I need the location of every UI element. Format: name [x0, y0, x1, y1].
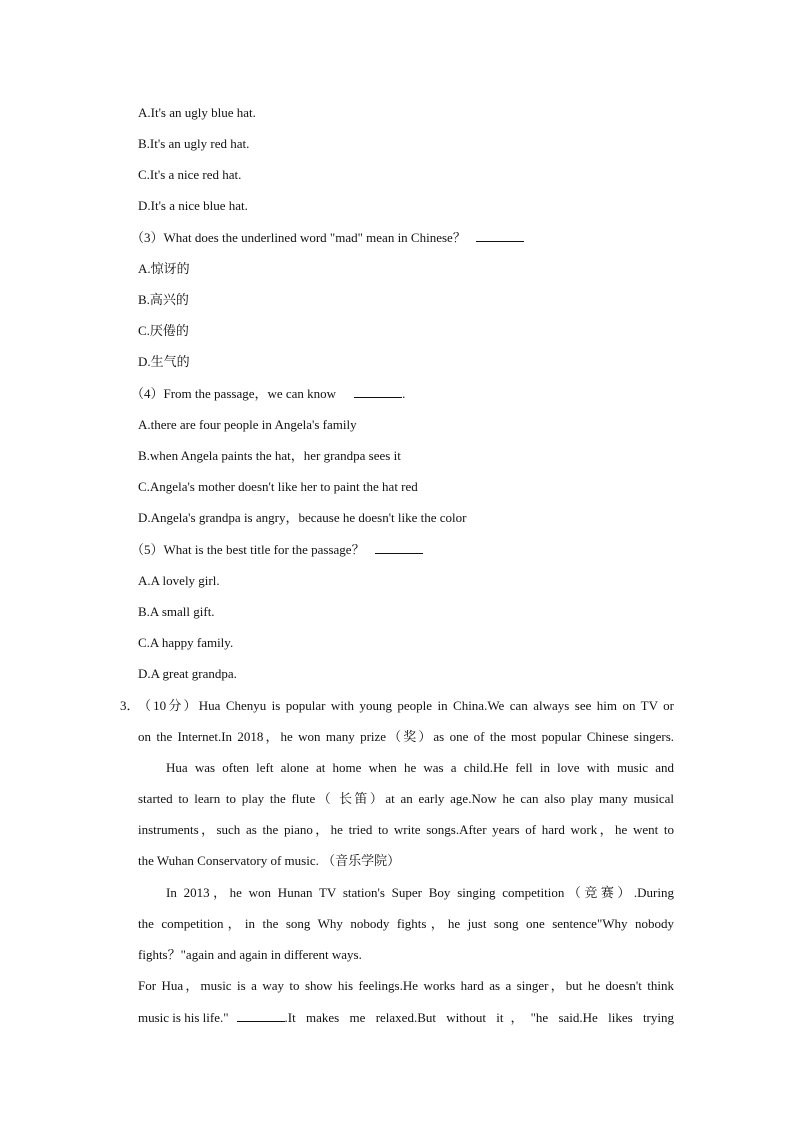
q2-option-c: C.It's a nice red hat. [138, 167, 242, 182]
q5-option-d: D.A great grandpa. [138, 666, 237, 681]
passage-line: instruments，such as the piano，he tried to write songs.After years of hard work，he went to [138, 822, 674, 837]
q4-option-b: B.when Angela paints the hat，her grandpa sees it [138, 448, 401, 463]
passage-line-with-blank [138, 1009, 674, 1027]
passage-line: started to learn to play the flute（ 长笛）at an early age.Now he can also play many musical [138, 791, 674, 806]
answer-blank [354, 385, 402, 398]
q4-option-c: C.Angela's mother doesn't like her to paint the hat red [138, 479, 418, 494]
passage-text-group [237, 1009, 674, 1027]
q4-option-a: A.there are four people in Angela's family [138, 417, 357, 432]
passage-line: For Hua，music is a way to show his feelings.He works hard as a singer，but he doesn't think [138, 978, 674, 993]
q3-option-b: B.高兴的 [138, 292, 189, 307]
question-4-period: . [402, 386, 406, 401]
passage-line: （10分）Hua Chenyu is popular with young people in China.We can always see him on TV or [138, 698, 674, 713]
answer-blank [375, 541, 423, 554]
q5-option-c: C.A happy family. [138, 635, 234, 650]
question-3 [131, 229, 524, 247]
question-5 [131, 541, 423, 559]
question-3-text: （3）What does the underlined word "mad" mean in Chinese？ [131, 230, 466, 245]
answer-blank [476, 229, 524, 242]
passage-line: the Wuhan Conservatory of music. （音乐学院） [138, 853, 401, 868]
answer-blank [237, 1009, 285, 1022]
q5-option-a: A.A lovely girl. [138, 573, 220, 588]
q2-option-d: D.It's a nice blue hat. [138, 198, 248, 213]
q4-option-d: D.Angela's grandpa is angry，because he doesn't like the color [138, 510, 467, 525]
q3-option-d: D.生气的 [138, 354, 190, 369]
q5-option-b: B.A small gift. [138, 604, 215, 619]
question-4 [131, 385, 405, 403]
q2-option-a: A.It's an ugly blue hat. [138, 105, 256, 120]
passage-text: music is his life." [138, 1010, 229, 1025]
q3-option-a: A.惊讶的 [138, 261, 190, 276]
question-number: 3． [120, 698, 140, 713]
question-4-text: （4）From the passage，we can know [131, 386, 337, 401]
q2-option-b: B.It's an ugly red hat. [138, 136, 250, 151]
passage-line: the competition，in the song Why nobody fights，he just song one sentence"Why nobody [138, 916, 674, 931]
passage-line: on the Internet.In 2018，he won many prize（奖）as one of the most popular Chinese singers. [138, 729, 674, 744]
passage-line: fights？"again and again in different ways. [138, 947, 362, 962]
passage-line: In 2013，he won Hunan TV station's Super Boy singing competition（竞赛）.During [166, 885, 674, 900]
passage-line: Hua was often left alone at home when he was a child.He fell in love with music and [166, 760, 674, 775]
q3-option-c: C.厌倦的 [138, 323, 189, 338]
passage-text: .It makes me relaxed.But without it，"he said.He likes trying [284, 1010, 674, 1025]
question-5-text: （5）What is the best title for the passage？ [131, 542, 365, 557]
